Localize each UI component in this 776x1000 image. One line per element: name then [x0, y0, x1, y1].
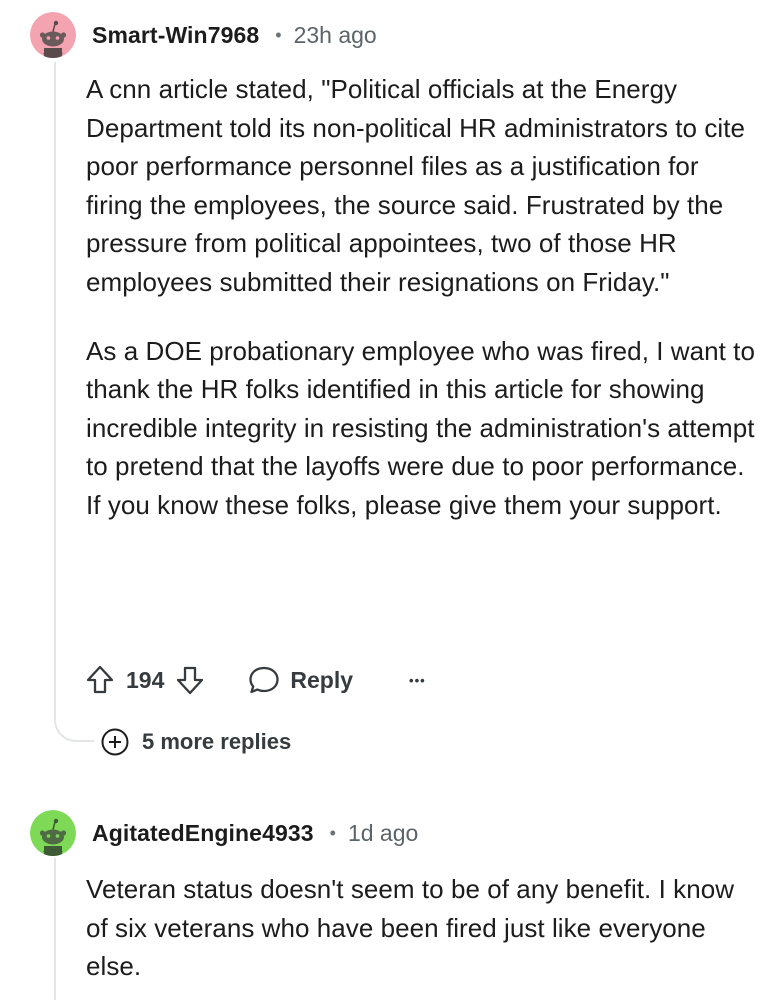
thread-branch [54, 700, 94, 742]
avatar[interactable] [30, 810, 76, 856]
username[interactable]: Smart-Win7968 [92, 21, 260, 48]
more-replies-button[interactable] [100, 726, 291, 758]
comment-paragraph: A cnn article stated, "Political officials at the Energy Department told its non-political HR administrators to cite poor performance personnel files as a justification for firing the employees, the source said. Frustrated by the pressure from political appointees, two of those HR employees submitted their resignations on Friday." [86, 74, 745, 297]
more-icon: ••• [409, 672, 426, 688]
plus-circle-icon [100, 727, 130, 757]
reply-label: Reply [290, 666, 354, 693]
comment-actions [86, 658, 426, 702]
meta-separator: • [329, 822, 336, 843]
downvote-icon[interactable] [176, 665, 204, 695]
more-options-button[interactable] [409, 673, 426, 688]
vote-group [86, 665, 204, 695]
snoo-avatar-icon [30, 810, 76, 856]
comment-meta [92, 816, 418, 850]
timestamp[interactable]: 1d ago [347, 819, 419, 846]
comment-meta [92, 18, 377, 52]
comment-paragraph: Veteran status doesn't seem to be of any benefit. I know of six veterans who have been fired just like everyone else. [86, 874, 735, 982]
comment-body [86, 870, 756, 986]
upvote-icon[interactable] [86, 665, 114, 695]
timestamp[interactable]: 23h ago [293, 21, 377, 48]
speech-bubble-icon [248, 665, 280, 695]
reply-button[interactable] [248, 665, 353, 695]
vote-score: 194 [126, 666, 165, 693]
more-replies-label: 5 more replies [142, 729, 292, 754]
thread-line[interactable] [54, 858, 56, 1000]
comment-body [86, 70, 756, 525]
meta-separator: • [275, 24, 282, 45]
username[interactable]: AgitatedEngine4933 [92, 819, 314, 846]
snoo-avatar-icon [30, 12, 76, 58]
comment-2 [0, 800, 776, 1000]
thread-line[interactable] [54, 62, 56, 702]
avatar[interactable] [30, 12, 76, 58]
comment-paragraph: As a DOE probationary employee who was fired, I want to thank the HR folks identified in this article for showing incredible integrity in resisting the administration's attempt to pretend that the layoffs were due to poor performance. If you know these folks, please give them your support. [86, 335, 755, 520]
